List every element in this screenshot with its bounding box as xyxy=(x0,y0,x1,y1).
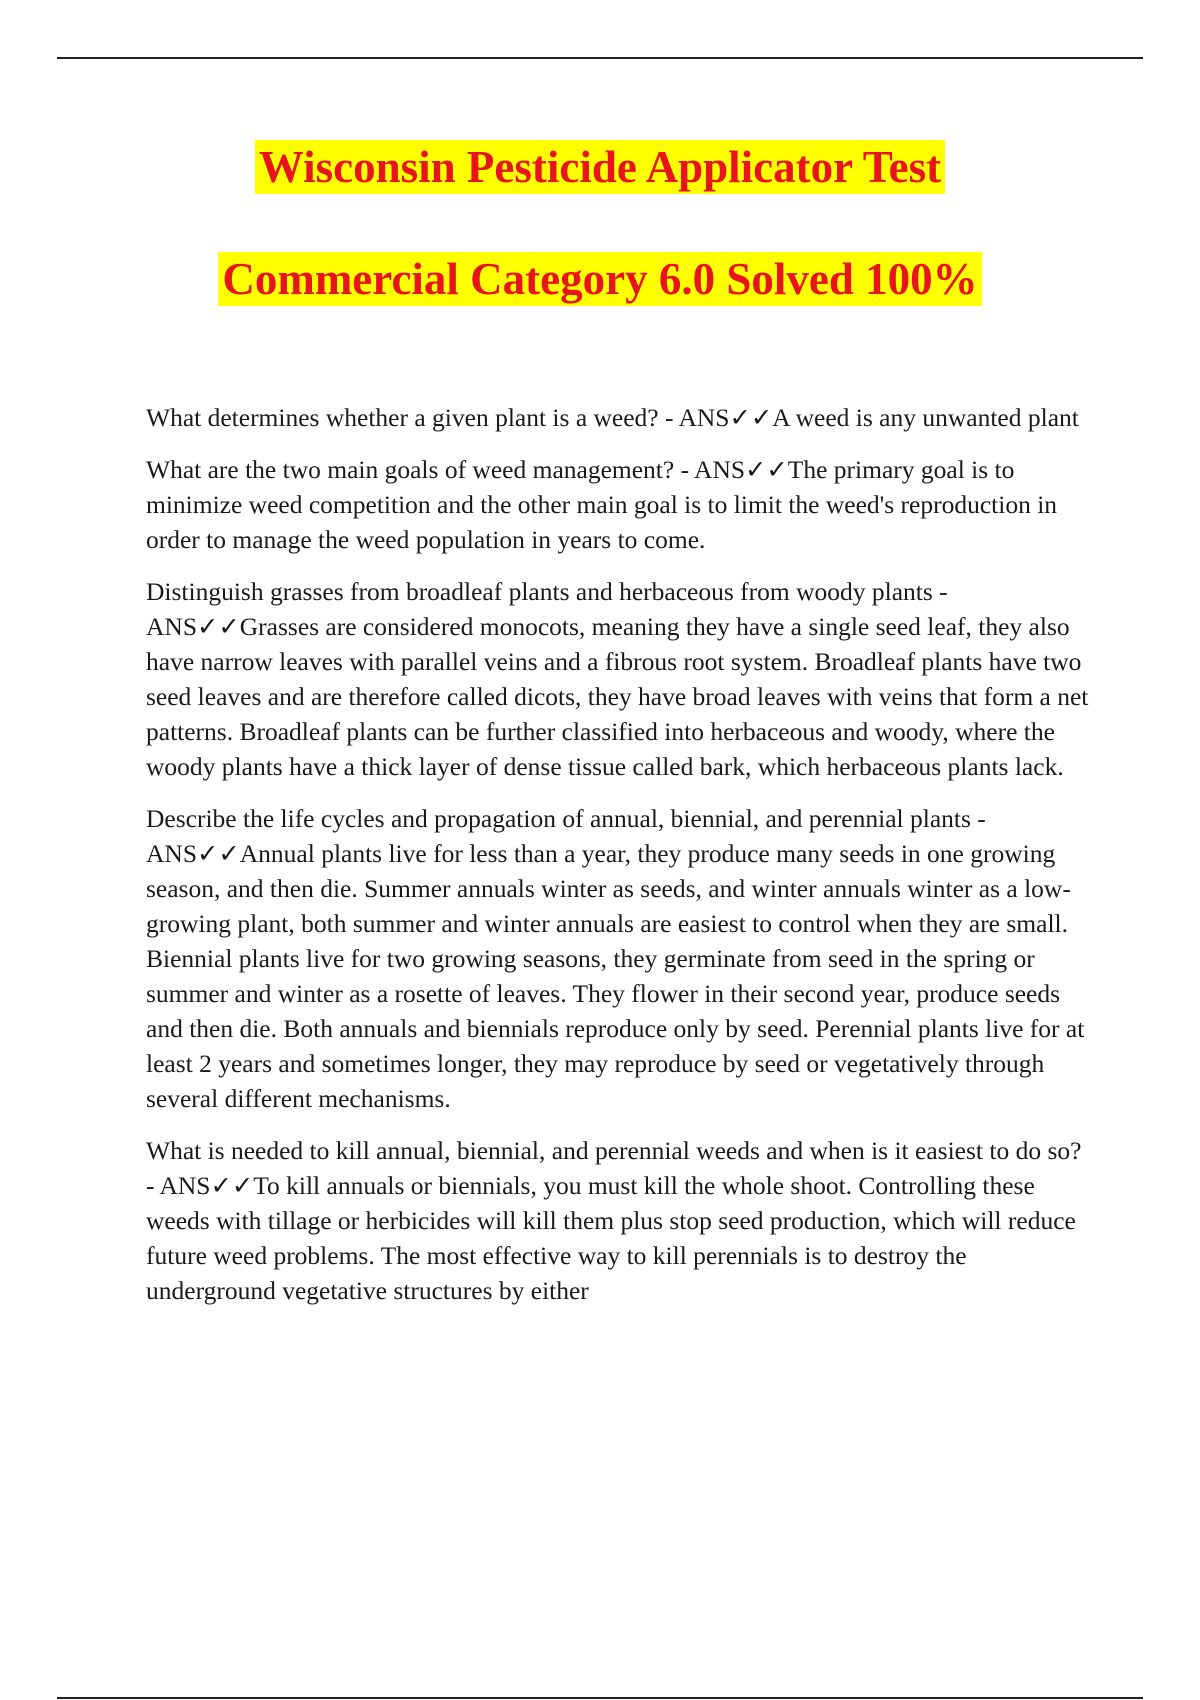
qa-entry-3: Distinguish grasses from broadleaf plants and herbaceous from woody plants - ANS✓✓Grasses are considered monocots, meaning they have a single seed leaf, they also have narrow leaves with parallel veins and a fibrous root system. Broadleaf plants have two seed leaves and are therefore called dicots, they have broad leaves with veins that form a net patterns. Broadleaf plants can be further classified into herbaceous and woody, where the woody plants have a thick layer of dense tissue called bark, which herbaceous plants lack. xyxy=(146,577,1089,781)
top-divider xyxy=(57,57,1143,59)
document-title xyxy=(0,140,1200,306)
qa-entry-1: What determines whether a given plant is a weed? - ANS✓✓A weed is any unwanted plant xyxy=(146,403,1079,432)
qa-entry-2: What are the two main goals of weed management? - ANS✓✓The primary goal is to minimize weed competition and the other main goal is to limit the weed's reproduction in order to manage the weed population in years to come. xyxy=(146,455,1058,554)
bottom-divider xyxy=(57,1697,1143,1699)
qa-entry-4: Describe the life cycles and propagation of annual, biennial, and perennial plants - ANS✓✓Annual plants live for less than a year, they produce many seeds in one growing season, and then die. Summer annuals winter as seeds, and winter annuals winter as a low-growing plant, both summer and winter annuals are easiest to control when they are small. Biennial plants live for two growing seasons, they germinate from seed in the spring or summer and winter as a rosette of leaves. They flower in their second year, produce seeds and then die. Both annuals and biennials reproduce only by seed. Perennial plants live for at least 2 years and sometimes longer, they may reproduce by seed or vegetatively through several different mechanisms. xyxy=(146,804,1085,1113)
document-body xyxy=(146,400,1091,1325)
title-line-2: Commercial Category 6.0 Solved 100% xyxy=(218,252,981,306)
title-line-1: Wisconsin Pesticide Applicator Test xyxy=(255,140,945,194)
qa-entry-5: What is needed to kill annual, biennial, and perennial weeds and when is it easiest to do so? - ANS✓✓To kill annuals or biennials, you must kill the whole shoot. Controlling these weeds with tillage or herbicides will kill them plus stop seed production, which will reduce future weed problems. The most effective way to kill perennials is to destroy the underground vegetative structures by either xyxy=(146,1136,1082,1305)
